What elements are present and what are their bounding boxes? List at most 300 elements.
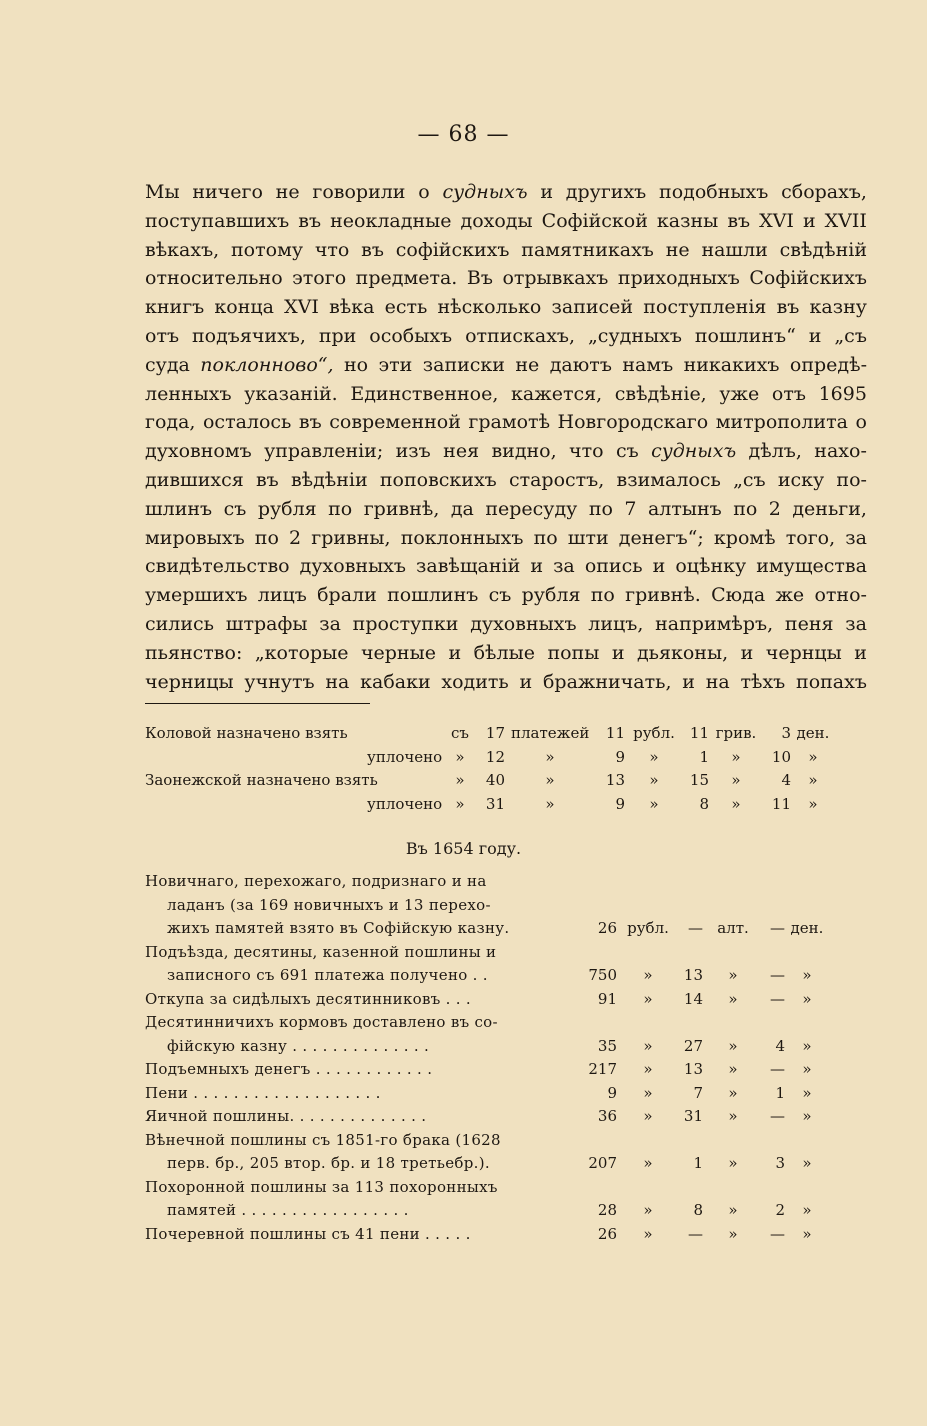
word: сились [145, 612, 215, 635]
table-cell: » [643, 1224, 653, 1243]
word: въ [298, 411, 322, 434]
word: дившихся [145, 468, 244, 491]
word: указаній. [244, 382, 338, 405]
word: по [533, 526, 558, 549]
word: не [515, 353, 540, 376]
word: черные [360, 641, 436, 664]
text-line [145, 524, 867, 553]
word: пьянство: [145, 641, 243, 664]
table-cell: » [808, 794, 818, 813]
word: шлинъ [145, 497, 213, 520]
table-cell: 36 [597, 1107, 617, 1125]
row-label: ладанъ (за 169 новичныхъ и 13 перехо- [167, 895, 491, 914]
table-cell: 4 [775, 1036, 785, 1055]
table-row [145, 988, 867, 1012]
table-cell: — [770, 919, 785, 937]
table-cell: — [770, 1224, 785, 1243]
text-line [145, 610, 867, 639]
word: попы [547, 641, 600, 664]
table-cell: 9 [607, 1083, 617, 1102]
table-cell: » [802, 1083, 812, 1102]
word: опредѣ- [789, 353, 867, 376]
word: за [319, 612, 341, 635]
table-cell: » [802, 1060, 812, 1078]
word: ничего [192, 181, 263, 203]
word: ленныхъ [145, 382, 232, 405]
table-cell: 13 [605, 771, 625, 789]
word: судныхъ [442, 181, 528, 203]
row-label: Заонежской назначено взять [145, 771, 378, 789]
text-line [145, 207, 867, 236]
word: поступленія [643, 296, 767, 319]
word: этого [292, 267, 347, 290]
table-cell: » [649, 794, 659, 813]
row-label: Яичной пошлины. . . . . . . . . . . . . . [145, 1107, 427, 1125]
word: отно- [814, 584, 867, 607]
table-cell: » [545, 771, 555, 789]
word: и [652, 555, 666, 578]
word: уже [719, 382, 760, 405]
word: и [540, 181, 554, 203]
word: кабаки [360, 670, 431, 693]
word: 7 [624, 497, 637, 520]
word: взималось [616, 468, 721, 491]
text-line [145, 408, 867, 437]
word: мировыхъ [145, 526, 245, 549]
word: неокладные [330, 209, 452, 232]
table-cell: » [802, 989, 812, 1008]
word: грамотѣ [468, 411, 551, 434]
table-cell: 2 [775, 1201, 785, 1219]
table-cell: » [728, 1036, 738, 1055]
word: приходныхъ [617, 267, 740, 290]
table-cell: » [728, 1060, 738, 1078]
table-cell: 1 [775, 1083, 785, 1102]
word: въ [255, 468, 279, 491]
word: что [569, 440, 604, 463]
table-row [145, 769, 867, 793]
table-cell: ден. [790, 919, 824, 937]
word: и [530, 555, 544, 578]
word: по- [836, 468, 867, 491]
text-line [145, 639, 867, 668]
table-cell: грив. [715, 724, 757, 742]
word: и [611, 641, 625, 664]
word: гривнѣ, [363, 497, 440, 520]
word: потому [231, 238, 304, 261]
text-line [145, 236, 867, 265]
word: нѣсколько [437, 296, 542, 319]
table-cell: » [802, 1036, 812, 1055]
table-row [145, 1058, 867, 1082]
word: духовныхъ [470, 612, 577, 635]
table-cell: » [728, 1083, 738, 1102]
row-label: записного съ 691 платежа получено . . [167, 966, 488, 984]
word: гривны, [311, 526, 391, 549]
table-cell: » [728, 1201, 738, 1219]
table-cell: » [728, 1154, 738, 1172]
word: и [802, 209, 816, 232]
word: кажется, [511, 382, 603, 405]
word: софійскихъ [395, 238, 510, 261]
word: за [845, 612, 867, 635]
table-cell: 217 [588, 1060, 617, 1078]
table-cell: » [802, 1201, 812, 1219]
word: поклонныхъ [400, 526, 524, 549]
text-line [145, 264, 867, 293]
text-line [145, 178, 867, 207]
word: „съ [733, 468, 766, 491]
word: иску [777, 468, 825, 491]
word: и [854, 641, 867, 664]
word: шти [567, 526, 609, 549]
word: въ [361, 238, 384, 261]
table-cell: 11 [771, 794, 791, 813]
word: дьяконы, [636, 641, 729, 664]
word: 2 [289, 526, 302, 549]
row-label: Подъѣзда, десятины, казенной пошлины и [145, 942, 497, 961]
word: гривнѣ. [625, 584, 701, 607]
word: особыхъ [369, 324, 453, 347]
table-cell: » [643, 1201, 653, 1219]
table-cell: 13 [683, 1060, 703, 1078]
word: XVI [284, 296, 319, 319]
table-row [145, 870, 867, 894]
word: митрополита [715, 411, 848, 434]
main-text [145, 178, 867, 696]
table-cell: » [545, 794, 555, 813]
table-cell: рубл. [627, 919, 669, 937]
word: но [343, 353, 369, 376]
word: умершихъ [145, 584, 248, 607]
table-cell: » [455, 747, 465, 766]
table-cell: » [802, 966, 812, 984]
table-row [145, 917, 867, 941]
word: по [254, 526, 279, 549]
table-cell: » [808, 747, 818, 766]
table-cell: 8 [699, 794, 709, 813]
word: отъ [771, 382, 806, 405]
footnote-table-1 [145, 722, 867, 816]
text-line [145, 351, 867, 380]
word: денегъ“; [618, 526, 704, 549]
row-label: Откупа за сидѣлыхъ десятинниковъ . . . [145, 989, 471, 1008]
word: нахо- [814, 440, 867, 463]
table-row [145, 746, 867, 770]
word: подобныхъ [659, 181, 769, 203]
word: о [418, 181, 430, 203]
word: доходы [460, 209, 533, 232]
table-row [145, 1176, 867, 1200]
word: Сюда [711, 584, 766, 607]
word: отпискахъ, [465, 324, 576, 347]
table-cell: съ [451, 724, 469, 742]
word: бражничать, [542, 670, 672, 693]
word: штрафы [225, 612, 308, 635]
text-line [145, 437, 867, 466]
word: по [733, 497, 758, 520]
row-label: уплочено [367, 747, 443, 766]
word: учнутъ [244, 670, 315, 693]
word: „которые [254, 641, 349, 664]
table-cell: 10 [771, 747, 791, 766]
table-cell: 11 [605, 724, 625, 742]
row-label: уплочено [367, 794, 443, 813]
word: на [705, 670, 730, 693]
table-cell: 207 [588, 1154, 617, 1172]
table-cell: — [770, 1060, 785, 1078]
row-label: жихъ памятей взято въ Софійскую казну. [167, 919, 510, 937]
word: казны [656, 209, 719, 232]
table-cell: 11 [689, 724, 709, 742]
footnote-divider [145, 703, 370, 704]
table-cell: платежей [511, 724, 590, 742]
word: отрывкахъ [502, 267, 609, 290]
table-cell: 3 [775, 1154, 785, 1172]
row-label: Пени . . . . . . . . . . . . . . . . . . . [145, 1083, 381, 1102]
word: Въ [466, 267, 493, 290]
word: духовномъ [145, 440, 252, 463]
table-row [145, 1035, 867, 1059]
word: свѣдѣніе, [614, 382, 707, 405]
word: и [682, 670, 695, 693]
table-cell: 8 [693, 1201, 703, 1219]
word: дѣлъ, [748, 440, 802, 463]
word: пересуду [485, 497, 578, 520]
word: книгъ [145, 296, 205, 319]
table-cell: » [643, 966, 653, 984]
word: пошлинъ [387, 584, 479, 607]
table-cell: 1 [699, 747, 709, 766]
word: предмета. [355, 267, 458, 290]
text-line [145, 581, 867, 610]
word: завѣщаній [416, 555, 521, 578]
word: въ [298, 209, 322, 232]
table-cell: — [688, 1224, 703, 1243]
word: ходить [441, 670, 509, 693]
word: подъячихъ, [191, 324, 306, 347]
table-cell: » [643, 1060, 653, 1078]
word: сборахъ, [781, 181, 867, 203]
word: духовныхъ [299, 555, 406, 578]
table-row [145, 1199, 867, 1223]
word: не [665, 238, 690, 261]
table-cell: » [728, 989, 738, 1008]
table-cell: 26 [597, 919, 617, 937]
word: вѣкахъ, [145, 238, 220, 261]
word: есть [384, 296, 428, 319]
word: современной [329, 411, 461, 434]
word: года, [145, 411, 196, 434]
word: XVII [824, 209, 867, 232]
table-cell: » [649, 747, 659, 766]
word: и [740, 641, 754, 664]
row-label: Почеревной пошлины съ 41 пени . . . . . [145, 1224, 471, 1243]
table-cell: » [649, 771, 659, 789]
word: XVI [759, 209, 794, 232]
word: что [314, 238, 350, 261]
table-cell: » [728, 966, 738, 984]
row-label: Десятинничихъ кормовъ доставлено въ со- [145, 1013, 498, 1031]
table-cell: 3 [781, 724, 791, 742]
table-cell: » [643, 1036, 653, 1055]
table-cell: 91 [597, 989, 617, 1008]
table-cell: » [455, 771, 465, 789]
word: алтынъ [647, 497, 722, 520]
word: Новгородскаго [557, 411, 709, 434]
table-cell: 14 [683, 989, 703, 1008]
table-cell: 15 [689, 771, 709, 789]
table-cell: 35 [597, 1036, 617, 1055]
table-row [145, 1129, 867, 1153]
table-cell: » [643, 989, 653, 1008]
word: поступавшихъ [145, 209, 290, 232]
word: рубля [521, 584, 581, 607]
table-cell: » [808, 771, 818, 789]
word: конца [214, 296, 274, 319]
word: осталось [202, 411, 292, 434]
table-cell: — [770, 1107, 785, 1125]
word: рубля [257, 497, 317, 520]
table-cell: 9 [615, 747, 625, 766]
word: и [808, 324, 822, 347]
row-label: Новичнаго, перехожаго, подризнаго и на [145, 872, 487, 890]
text-line [145, 322, 867, 351]
table-cell: » [643, 1154, 653, 1172]
word: эти [378, 353, 413, 376]
table-cell: — [770, 989, 785, 1008]
table-row [145, 793, 867, 817]
page-number: — 68 — [417, 122, 510, 147]
word: опись [584, 555, 643, 578]
word: изъ [395, 440, 431, 463]
table-cell: » [728, 1224, 738, 1243]
table-cell: 9 [615, 794, 625, 813]
table-cell: 13 [683, 966, 703, 984]
table-cell: 40 [485, 771, 505, 789]
word: же [775, 584, 805, 607]
table-cell: » [455, 794, 465, 813]
word: лицъ [257, 584, 307, 607]
row-label: Подъемныхъ денегъ . . . . . . . . . . . . [145, 1060, 433, 1078]
word: Софійской [541, 209, 648, 232]
footnote-table-2 [145, 870, 867, 1246]
word: деньги, [792, 497, 867, 520]
table-cell: » [728, 1107, 738, 1125]
word: по [590, 584, 615, 607]
word: имущества [756, 555, 867, 578]
word: при [318, 324, 357, 347]
word: видно, [491, 440, 557, 463]
word: по [328, 497, 353, 520]
table-cell: — [688, 919, 703, 937]
word: на [325, 670, 350, 693]
word: и [519, 670, 533, 693]
table-cell: » [802, 1224, 812, 1243]
table-cell: алт. [717, 919, 749, 937]
word: пошлинъ“ [694, 324, 796, 347]
table-row [145, 894, 867, 918]
table-cell: » [731, 771, 741, 789]
table-cell: — [770, 966, 785, 984]
word: брали [317, 584, 377, 607]
table-cell: 17 [485, 724, 505, 742]
word: Единственное, [350, 382, 499, 405]
table-cell: » [802, 1107, 812, 1125]
word: нашли [701, 238, 768, 261]
word: 2 [768, 497, 781, 520]
table-cell: 31 [683, 1107, 703, 1125]
word: свидѣтельство [145, 555, 290, 578]
table-cell: » [802, 1154, 812, 1172]
table-row [145, 1105, 867, 1129]
word: тѣхъ [740, 670, 786, 693]
word: по [588, 497, 613, 520]
word: съ [615, 440, 639, 463]
table-row [145, 1011, 867, 1035]
table-cell: » [731, 747, 741, 766]
table-row [145, 964, 867, 988]
word: 1695 [818, 382, 867, 405]
word: относительно [145, 267, 283, 290]
table-row [145, 1152, 867, 1176]
text-line [145, 293, 867, 322]
table-cell: 750 [588, 966, 617, 984]
word: отъ [145, 324, 180, 347]
word: не [275, 181, 300, 203]
word: черницы [145, 670, 234, 693]
word: вѣдѣніи [290, 468, 368, 491]
word: никакихъ [683, 353, 780, 376]
word: говорили [312, 181, 406, 203]
table-cell: рубл. [633, 724, 675, 742]
word: бѣлые [473, 641, 535, 664]
word: записки [422, 353, 505, 376]
word: да [450, 497, 474, 520]
table-cell: » [643, 1083, 653, 1102]
word: поклонново“, [200, 353, 334, 376]
table-cell: 26 [597, 1224, 617, 1243]
word: за [553, 555, 575, 578]
word: чернцы [765, 641, 842, 664]
word: о [855, 411, 867, 434]
word: „съ [834, 324, 867, 347]
word: въ [727, 209, 751, 232]
table-cell: 12 [485, 747, 505, 766]
word: нея [443, 440, 480, 463]
table-row [145, 722, 867, 746]
word: казну [809, 296, 867, 319]
word: старостъ, [508, 468, 605, 491]
word: памятникахъ [521, 238, 654, 261]
text-line [145, 380, 867, 409]
table-row [145, 1082, 867, 1106]
table-cell: 4 [781, 771, 791, 789]
word: съ [488, 584, 512, 607]
text-line [145, 552, 867, 581]
word: оцѣнку [675, 555, 747, 578]
table-cell: » [643, 1107, 653, 1125]
word: того, [785, 526, 836, 549]
word: и [448, 641, 462, 664]
row-label: Коловой назначено взять [145, 724, 348, 742]
word: лицъ, [588, 612, 644, 635]
word: поповскихъ [379, 468, 497, 491]
word: „судныхъ [587, 324, 682, 347]
word: за [845, 526, 867, 549]
word: записей [551, 296, 634, 319]
word: въ [776, 296, 800, 319]
